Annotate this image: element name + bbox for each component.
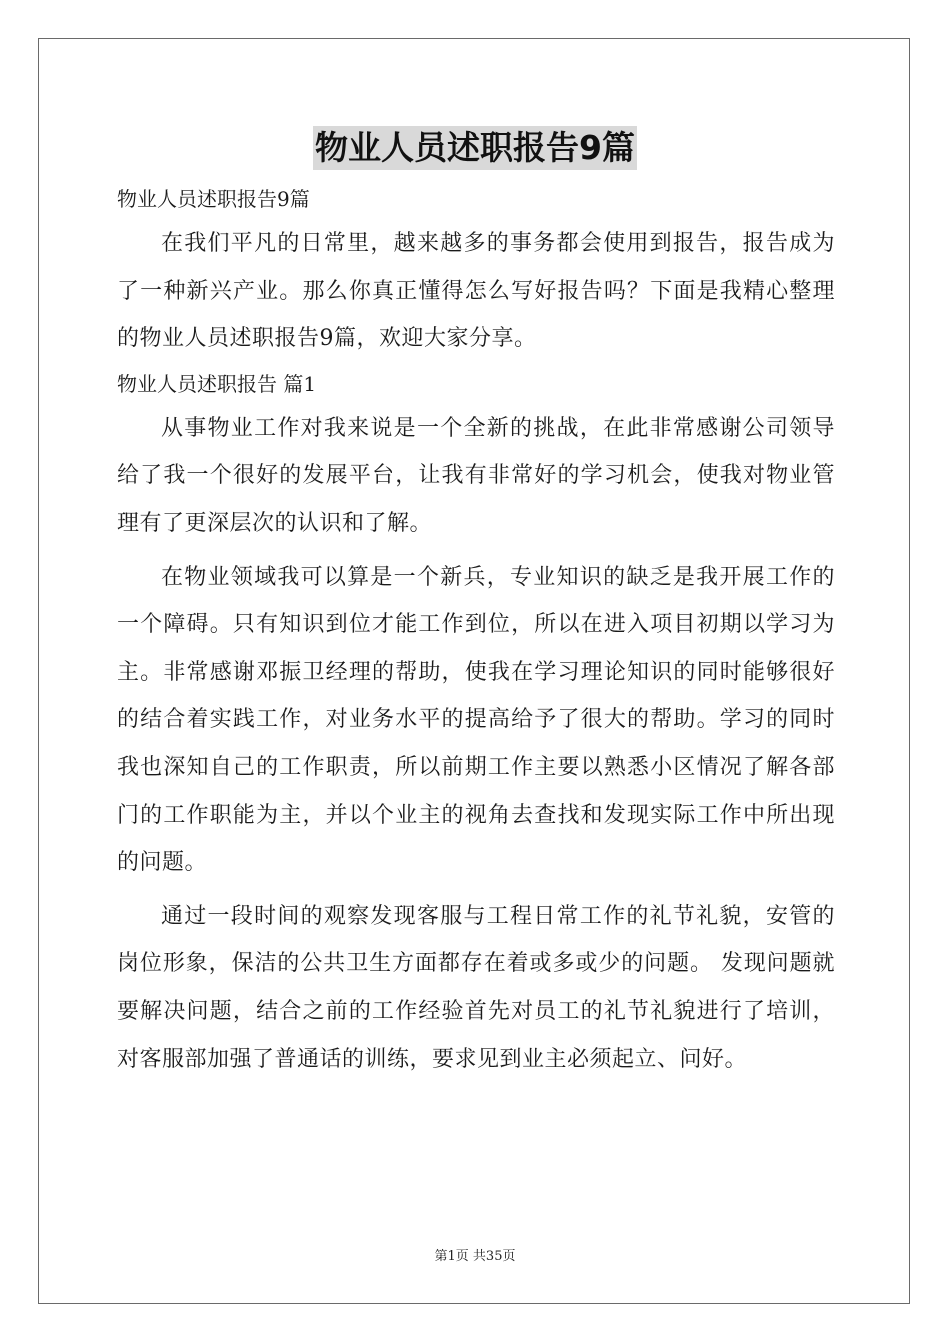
- document-subtitle: 物业人员述职报告9篇: [117, 187, 310, 211]
- page-footer: 第1页 共35页: [434, 1249, 516, 1264]
- section-heading: 物业人员述职报告 篇1: [117, 371, 317, 396]
- document-title: 物业人员述职报告9篇: [313, 126, 637, 170]
- body-paragraph: 从事物业工作对我来说是一个全新的挑战，在此非常感谢公司领导给了我一个很好的发展平台，让我有非常好的学习机会，使我对物业管理有了更深层次的认识和了解。: [117, 415, 835, 536]
- document-body: [117, 178, 835, 1083]
- title-container: [0, 126, 950, 170]
- body-paragraph: 在物业领域我可以算是一个新兵，专业知识的缺乏是我开展工作的一个障碍。只有知识到位才能工作到位，所以在进入项目初期以学习为主。非常感谢邓振卫经理的帮助，使我在学习理论知识的同时能够很好的结合着实践工作，对业务水平的提高给予了很大的帮助。学习的同时我也深知自己的工作职责，所以前期工作主要以熟悉小区情况了解各部门的工作职能为主，并以个业主的视角去查找和发现实际工作中所出现的问题。: [117, 564, 835, 876]
- intro-paragraph: 在我们平凡的日常里，越来越多的事务都会使用到报告，报告成为了一种新兴产业。那么你真正懂得怎么写好报告吗？下面是我精心整理的物业人员述职报告9篇，欢迎大家分享。: [117, 231, 835, 352]
- body-paragraph: 通过一段时间的观察发现客服与工程日常工作的礼节礼貌，安管的岗位形象，保洁的公共卫生方面都存在着或多或少的问题。 发现问题就要解决问题，结合之前的工作经验首先对员工的礼节礼貌进行了培训，对客服部加强了普通话的训练，要求见到业主必须起立、问好。: [117, 903, 835, 1072]
